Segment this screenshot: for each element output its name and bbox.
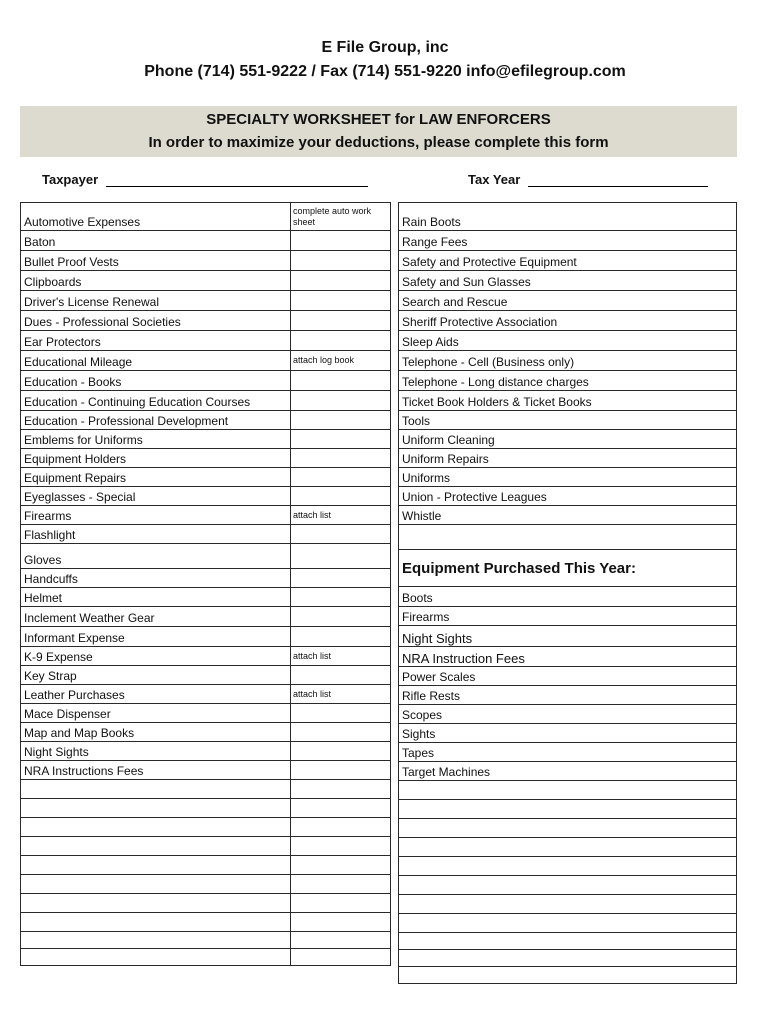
tax-year-label: Tax Year — [468, 172, 521, 187]
table-row — [21, 351, 391, 371]
blank-amount-cell[interactable] — [291, 875, 391, 894]
table-row — [21, 231, 391, 251]
equipment-item-label: Firearms — [399, 607, 737, 626]
tax-year-input-line[interactable] — [528, 173, 708, 187]
expense-item-note[interactable] — [291, 742, 391, 761]
expense-item-label: Rain Boots — [399, 203, 737, 231]
expense-item-label: Tools — [399, 411, 737, 430]
blank-amount-cell[interactable] — [291, 913, 391, 932]
equipment-item-label: Night Sights — [399, 626, 737, 647]
expense-item-label: Telephone - Long distance charges — [399, 371, 737, 391]
table-row — [21, 331, 391, 351]
blank-row-cell[interactable] — [399, 914, 737, 933]
table-row — [21, 856, 391, 875]
table-row — [21, 544, 391, 569]
expense-item-label: Education - Continuing Education Courses — [21, 391, 291, 411]
taxpayer-input-line[interactable] — [106, 173, 368, 187]
expense-item-label: Sleep Aids — [399, 331, 737, 351]
table-row — [21, 411, 391, 430]
table-row — [21, 704, 391, 723]
expense-item-label: Night Sights — [21, 742, 291, 761]
blank-amount-cell[interactable] — [291, 856, 391, 875]
table-row — [399, 967, 737, 984]
worksheet-title: SPECIALTY WORKSHEET for LAW ENFORCERS — [206, 111, 551, 128]
expense-item-label: Education - Books — [21, 371, 291, 391]
table-row — [21, 449, 391, 468]
blank-row-cell[interactable] — [399, 857, 737, 876]
table-row — [21, 203, 391, 231]
table-row — [21, 627, 391, 647]
table-row — [399, 626, 737, 647]
expense-item-label: Key Strap — [21, 666, 291, 685]
table-row — [399, 331, 737, 351]
table-row — [21, 588, 391, 607]
equipment-section-heading: Equipment Purchased This Year: — [399, 550, 737, 587]
table-row — [399, 550, 737, 587]
blank-item-cell[interactable] — [21, 875, 291, 894]
blank-item-cell[interactable] — [21, 932, 291, 949]
expense-item-label: Uniforms — [399, 468, 737, 487]
table-row — [21, 430, 391, 449]
expense-item-label: Flashlight — [21, 525, 291, 544]
company-name: E File Group, inc — [321, 39, 449, 56]
expense-item-label: Informant Expense — [21, 627, 291, 647]
table-row — [21, 271, 391, 291]
table-row — [21, 949, 391, 966]
table-row — [21, 837, 391, 856]
blank-item-cell[interactable] — [21, 949, 291, 966]
expense-item-note[interactable] — [291, 231, 391, 251]
blank-item-cell[interactable] — [21, 837, 291, 856]
blank-row-cell[interactable] — [399, 781, 737, 800]
table-row — [21, 666, 391, 685]
expense-item-label: Helmet — [21, 588, 291, 607]
table-row — [399, 857, 737, 876]
table-row — [21, 932, 391, 949]
blank-row-cell[interactable] — [399, 838, 737, 857]
blank-amount-cell[interactable] — [291, 780, 391, 799]
expense-item-label: Safety and Sun Glasses — [399, 271, 737, 291]
expense-item-label: NRA Instructions Fees — [21, 761, 291, 780]
table-row — [399, 819, 737, 838]
worksheet-subtitle: In order to maximize your deductions, please complete this form — [148, 134, 609, 151]
table-row — [21, 894, 391, 913]
table-row — [21, 371, 391, 391]
expense-item-note[interactable] — [291, 430, 391, 449]
expense-item-note[interactable] — [291, 723, 391, 742]
table-row — [399, 371, 737, 391]
table-row — [21, 251, 391, 271]
blank-row-cell[interactable] — [399, 876, 737, 895]
table-row — [399, 411, 737, 430]
blank-amount-cell[interactable] — [291, 799, 391, 818]
table-row — [21, 311, 391, 331]
table-row — [21, 607, 391, 627]
equipment-item-label: Power Scales — [399, 667, 737, 686]
expense-item-note[interactable] — [291, 666, 391, 685]
equipment-item-label: NRA Instruction Fees — [399, 647, 737, 667]
table-row — [21, 468, 391, 487]
expense-item-label: Driver's License Renewal — [21, 291, 291, 311]
expense-item-note[interactable]: attach log book — [291, 351, 391, 371]
table-row — [399, 506, 737, 525]
table-row — [21, 780, 391, 799]
expense-item-note[interactable] — [291, 468, 391, 487]
expense-item-note[interactable] — [291, 251, 391, 271]
table-row — [21, 391, 391, 411]
expense-item-label: Clipboards — [21, 271, 291, 291]
blank-item-cell[interactable] — [21, 856, 291, 875]
expense-item-label: Map and Map Books — [21, 723, 291, 742]
expense-table-right — [398, 202, 737, 984]
table-row — [399, 251, 737, 271]
expense-item-label: Bullet Proof Vests — [21, 251, 291, 271]
table-row — [399, 914, 737, 933]
expense-item-note[interactable] — [291, 487, 391, 506]
blank-row-cell[interactable] — [399, 967, 737, 984]
equipment-item-label: Target Machines — [399, 762, 737, 781]
expense-item-label: Mace Dispenser — [21, 704, 291, 723]
expense-item-label: Telephone - Cell (Business only) — [399, 351, 737, 371]
expense-item-label: Dues - Professional Societies — [21, 311, 291, 331]
table-row — [21, 742, 391, 761]
table-row — [399, 743, 737, 762]
table-row — [399, 449, 737, 468]
expense-item-label: Eyeglasses - Special — [21, 487, 291, 506]
table-row — [21, 291, 391, 311]
expense-item-note[interactable] — [291, 371, 391, 391]
expense-item-label: Uniform Cleaning — [399, 430, 737, 449]
table-row — [399, 950, 737, 967]
equipment-item-label: Boots — [399, 587, 737, 607]
table-row — [21, 761, 391, 780]
table-row — [399, 487, 737, 506]
expense-item-label: Emblems for Uniforms — [21, 430, 291, 449]
expense-item-label: Search and Rescue — [399, 291, 737, 311]
table-row — [399, 468, 737, 487]
table-row — [21, 506, 391, 525]
equipment-item-label: Tapes — [399, 743, 737, 762]
blank-amount-cell[interactable] — [291, 949, 391, 966]
blank-row-cell[interactable] — [399, 950, 737, 967]
expense-item-note[interactable] — [291, 449, 391, 468]
blank-row-cell[interactable] — [399, 525, 737, 550]
blank-amount-cell[interactable] — [291, 932, 391, 949]
expense-item-label: Equipment Repairs — [21, 468, 291, 487]
table-row — [21, 569, 391, 588]
expense-item-note[interactable] — [291, 607, 391, 627]
table-row — [21, 818, 391, 837]
expense-item-label: Handcuffs — [21, 569, 291, 588]
table-row — [399, 311, 737, 331]
table-row — [399, 430, 737, 449]
blank-row-cell[interactable] — [399, 933, 737, 950]
expense-item-label: Inclement Weather Gear — [21, 607, 291, 627]
expense-item-note[interactable] — [291, 271, 391, 291]
table-row — [399, 895, 737, 914]
table-row — [21, 487, 391, 506]
expense-item-note[interactable]: attach list — [291, 506, 391, 525]
expense-item-label: Ticket Book Holders & Ticket Books — [399, 391, 737, 411]
table-row — [21, 723, 391, 742]
expense-table-left — [20, 202, 391, 966]
blank-amount-cell[interactable] — [291, 894, 391, 913]
expense-item-label: Whistle — [399, 506, 737, 525]
blank-amount-cell[interactable] — [291, 837, 391, 856]
table-row — [399, 781, 737, 800]
blank-row-cell[interactable] — [399, 819, 737, 838]
expense-item-label: Equipment Holders — [21, 449, 291, 468]
expense-item-note[interactable] — [291, 391, 391, 411]
blank-amount-cell[interactable] — [291, 818, 391, 837]
table-row — [399, 667, 737, 686]
expense-item-label: Gloves — [21, 544, 291, 569]
expense-item-note[interactable] — [291, 331, 391, 351]
table-row — [21, 647, 391, 666]
expense-item-label: Ear Protectors — [21, 331, 291, 351]
expense-item-label: Uniform Repairs — [399, 449, 737, 468]
table-row — [399, 271, 737, 291]
expense-item-label: Firearms — [21, 506, 291, 525]
expense-item-label: Union - Protective Leagues — [399, 487, 737, 506]
table-row — [399, 705, 737, 724]
expense-item-note[interactable] — [291, 627, 391, 647]
expense-item-note[interactable] — [291, 704, 391, 723]
company-contact: Phone (714) 551-9222 / Fax (714) 551-9220 info@efilegroup.com — [144, 63, 626, 80]
blank-item-cell[interactable] — [21, 818, 291, 837]
expense-item-note[interactable] — [291, 311, 391, 331]
worksheet-banner — [20, 106, 737, 157]
equipment-item-label: Sights — [399, 724, 737, 743]
expense-item-label: Sheriff Protective Association — [399, 311, 737, 331]
expense-item-label: Baton — [21, 231, 291, 251]
table-row — [399, 587, 737, 607]
taxpayer-field — [42, 172, 368, 187]
blank-row-cell[interactable] — [399, 895, 737, 914]
expense-item-label: Leather Purchases — [21, 685, 291, 704]
table-row — [399, 876, 737, 895]
table-row — [399, 351, 737, 371]
table-row — [21, 913, 391, 932]
blank-item-cell[interactable] — [21, 894, 291, 913]
expense-item-note[interactable] — [291, 588, 391, 607]
blank-row-cell[interactable] — [399, 800, 737, 819]
table-row — [21, 799, 391, 818]
blank-item-cell[interactable] — [21, 913, 291, 932]
expense-item-note[interactable] — [291, 525, 391, 544]
expense-item-note[interactable]: attach list — [291, 685, 391, 704]
expense-item-note[interactable] — [291, 569, 391, 588]
taxpayer-label: Taxpayer — [42, 172, 99, 187]
expense-item-label: Automotive Expenses — [21, 203, 291, 231]
table-row — [21, 875, 391, 894]
expense-item-label: Educational Mileage — [21, 351, 291, 371]
table-row — [399, 724, 737, 743]
expense-item-note[interactable] — [291, 544, 391, 569]
table-row — [21, 525, 391, 544]
expense-item-note[interactable] — [291, 761, 391, 780]
expense-item-label: Safety and Protective Equipment — [399, 251, 737, 271]
table-row — [399, 525, 737, 550]
expense-item-label: Range Fees — [399, 231, 737, 251]
table-row — [399, 607, 737, 626]
table-row — [399, 647, 737, 667]
table-row — [399, 800, 737, 819]
equipment-item-label: Scopes — [399, 705, 737, 724]
expense-item-note[interactable]: attach list — [291, 647, 391, 666]
expense-item-note[interactable]: complete auto work sheet — [291, 203, 391, 231]
table-row — [21, 685, 391, 704]
table-row — [399, 391, 737, 411]
expense-item-label: Education - Professional Development — [21, 411, 291, 430]
expense-item-label: K-9 Expense — [21, 647, 291, 666]
equipment-item-label: Rifle Rests — [399, 686, 737, 705]
blank-item-cell[interactable] — [21, 780, 291, 799]
table-row — [399, 291, 737, 311]
table-row — [399, 838, 737, 857]
expense-item-note[interactable] — [291, 411, 391, 430]
table-row — [399, 203, 737, 231]
table-row — [399, 231, 737, 251]
table-row — [399, 933, 737, 950]
blank-item-cell[interactable] — [21, 799, 291, 818]
table-row — [399, 762, 737, 781]
expense-item-note[interactable] — [291, 291, 391, 311]
tax-year-field — [468, 172, 708, 187]
table-row — [399, 686, 737, 705]
